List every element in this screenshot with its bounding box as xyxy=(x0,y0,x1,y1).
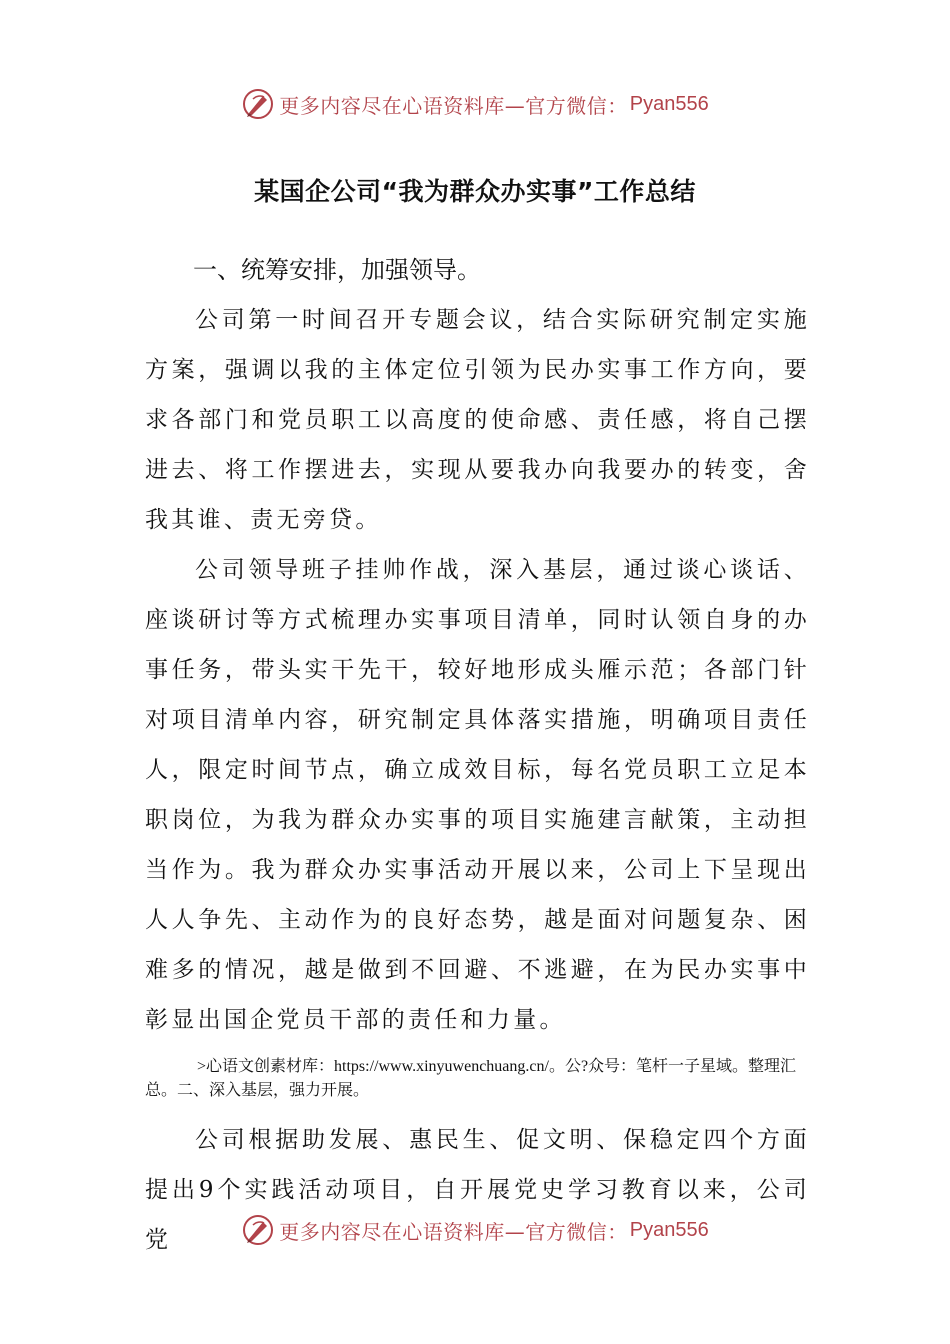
pen-nib-icon xyxy=(241,1213,275,1247)
banner-wechat-id: Pyan556 xyxy=(629,92,709,115)
document-body xyxy=(145,245,810,1265)
document-title: 某国企公司“我为群众办实事”工作总结 xyxy=(254,177,696,206)
header-banner xyxy=(0,84,950,124)
banner-wechat-id: Pyan556 xyxy=(629,1218,709,1241)
banner-text: 更多内容尽在心语资料库—官方微信： xyxy=(279,1219,628,1244)
pen-nib-icon xyxy=(241,87,275,121)
banner-text: 更多内容尽在心语资料库—官方微信： xyxy=(279,93,628,118)
section-heading: 一、统筹安排，加强领导。 xyxy=(193,256,481,284)
source-note: >心语文创素材库：https://www.xinyuwenchuang.cn/。公?众号：笔杆一子星域。整理汇总。二、深入基层，强力开展。 xyxy=(145,1058,797,1099)
paragraph: 公司领导班子挂帅作战，深入基层，通过谈心谈话、座谈研讨等方式梳理办实事项目清单，同时认领自身的办事任务，带头实干先干，较好地形成头雁示范；各部门针对项目清单内容，研究制定具体落实措施，明确项目责任人，限定时间节点，确立成效目标，每名党员职工立足本职岗位，为我为群众办实事的项目实施建言献策，主动担当作为。我为群众办实事活动开展以来，公司上下呈现出人人争先、主动作为的良好态势，越是面对问题复杂、困难多的情况，越是做到不回避、不逃避，在为民办实事中彰显出国企党员干部的责任和力量。 xyxy=(145,557,810,1033)
paragraph: 公司第一时间召开专题会议，结合实际研究制定实施方案，强调以我的主体定位引领为民办实事工作方向，要求各部门和党员职工以高度的使命感、责任感，将自己摆进去、将工作摆进去，实现从要我办向我要办的转变，舍我其谁、责无旁贷。 xyxy=(145,307,810,533)
footer-banner xyxy=(0,1210,950,1250)
paragraph: 公司根据助发展、惠民生、促文明、保稳定四个方面提出9个实践活动项目，自开展党史学习教育以来，公司党 xyxy=(145,1127,810,1253)
